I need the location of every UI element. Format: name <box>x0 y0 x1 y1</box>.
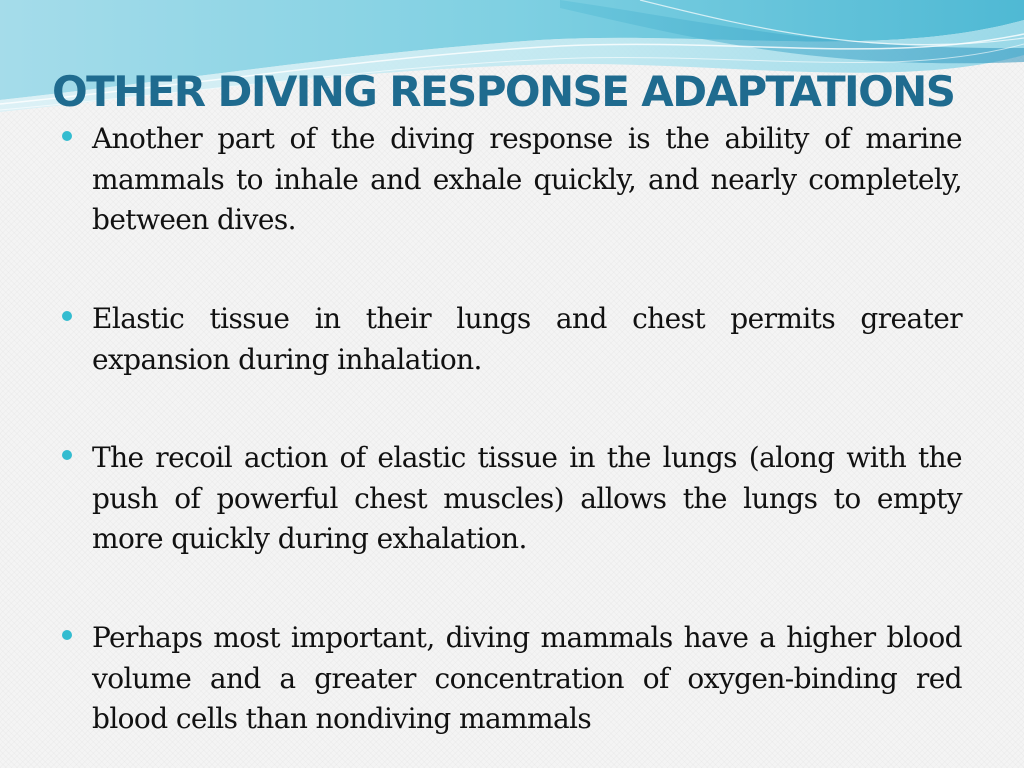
bullet-item <box>62 119 962 241</box>
bullet-item <box>62 618 962 740</box>
bullet-icon <box>62 450 72 460</box>
bullet-text: Perhaps most important, diving mammals have a higher blood volume and a greater concentration of oxygen-binding red blood cells than nondiving mammals <box>92 621 962 735</box>
bullet-item <box>62 438 962 560</box>
slide-title: OTHER DIVING RESPONSE ADAPTATIONS <box>52 67 955 116</box>
bullet-icon <box>62 131 72 141</box>
bullet-text: Elastic tissue in their lungs and chest permits greater expansion during inhalation. <box>92 302 962 376</box>
bullet-text: Another part of the diving response is the ability of marine mammals to inhale and exhale quickly, and nearly completely, between dives. <box>92 122 962 236</box>
bullet-item <box>62 299 962 380</box>
bullet-icon <box>62 630 72 640</box>
bullet-text: The recoil action of elastic tissue in the lungs (along with the push of powerful chest muscles) allows the lungs to empty more quickly during exhalation. <box>92 441 962 555</box>
bullet-icon <box>62 311 72 321</box>
